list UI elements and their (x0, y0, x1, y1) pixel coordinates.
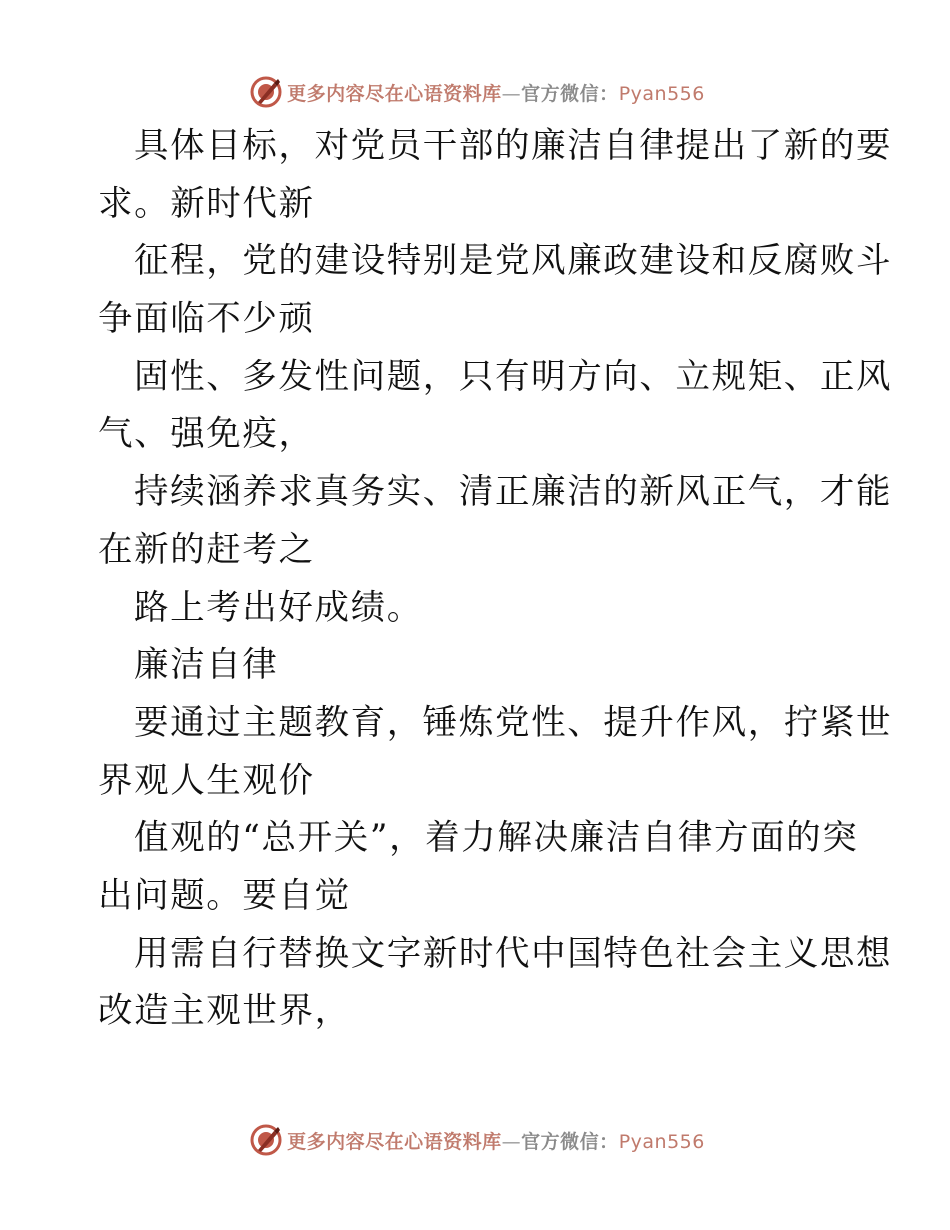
body-line-1: 具体目标，对党员干部的廉洁自律提出了新的要 (134, 126, 893, 166)
header-banner (0, 72, 950, 112)
body-line-9: 路上考出好成绩。 (134, 587, 423, 628)
footer-site-name: 更多内容尽在心语资料库 (287, 1130, 502, 1153)
body-line-7: 持续涵养求真务实、清正廉洁的新风正气，才能 (134, 472, 893, 513)
pen-seal-logo-icon (249, 75, 283, 109)
body-line-3: 征程，党的建设特别是党风廉政建设和反腐败斗 (134, 241, 893, 282)
header-banner-inner (249, 75, 705, 109)
header-dash: — (501, 82, 522, 105)
body-line-11: 要通过主题教育，锤炼党性、提升作风，拧紧世 (134, 702, 893, 743)
header-wechat-id: Pyan556 (618, 82, 705, 105)
body-line-14: 出问题。要自觉 (98, 875, 351, 916)
body-line-5: 固性、多发性问题，只有明方向、立规矩、正风 (134, 356, 893, 397)
header-site-name: 更多内容尽在心语资料库 (287, 82, 502, 105)
body-line-2: 求。新时代新 (98, 183, 315, 224)
footer-wechat-label: 官方微信： (521, 1130, 619, 1153)
section-heading: 廉洁自律 (134, 645, 279, 686)
footer-wechat-id: Pyan556 (618, 1130, 705, 1153)
footer-dash: — (501, 1130, 522, 1153)
footer-banner-inner (249, 1123, 705, 1157)
header-wechat-label: 官方微信： (521, 82, 619, 105)
body-line-12: 界观人生观价 (98, 760, 315, 801)
body-line-8: 在新的赶考之 (98, 529, 315, 570)
body-line-13: 值观的“总开关”，着力解决廉洁自律方面的突 (134, 818, 859, 859)
header-banner-text (287, 79, 705, 106)
body-line-4: 争面临不少顽 (98, 299, 315, 340)
footer-banner-text (287, 1127, 705, 1154)
document-body (98, 118, 893, 1041)
body-line-6: 气、强免疫， (98, 414, 315, 455)
footer-banner (0, 1120, 950, 1160)
body-line-15: 用需自行替换文字新时代中国特色社会主义思想 (134, 933, 893, 974)
pen-seal-logo-icon (249, 1123, 283, 1157)
body-line-16: 改造主观世界， (98, 991, 351, 1032)
